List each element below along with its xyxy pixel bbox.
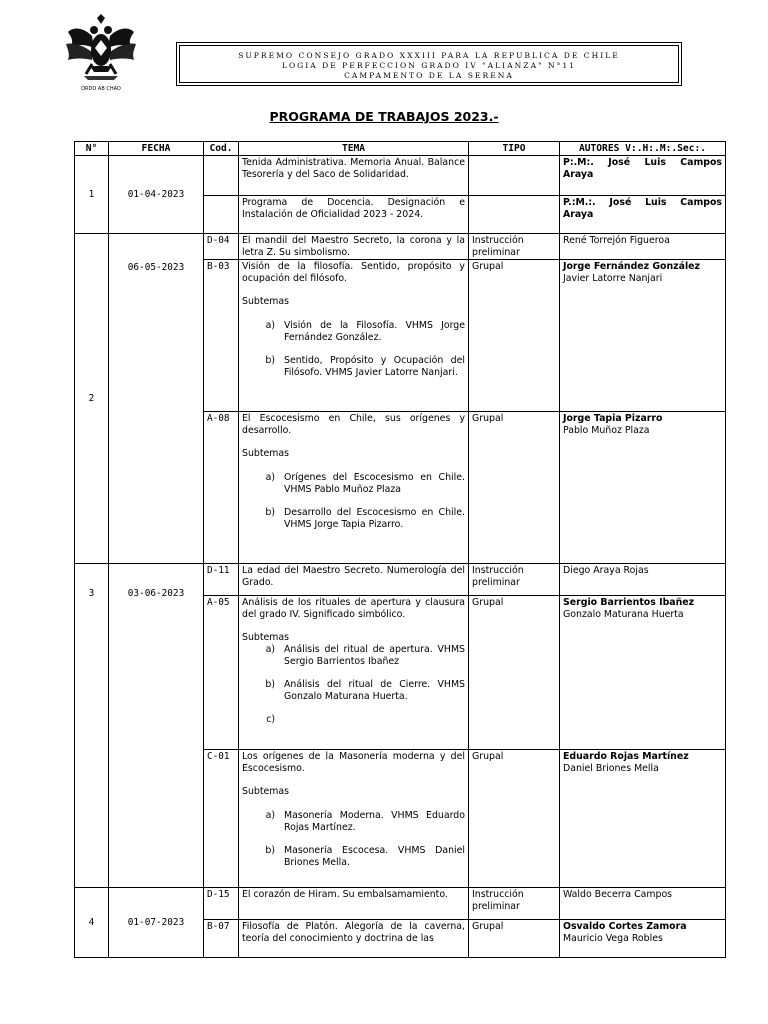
cell-tema xyxy=(239,750,469,888)
autor-main: Jorge Fernández González xyxy=(563,261,700,273)
list-item xyxy=(242,810,465,833)
logo-caption: ORDO AB CHAO xyxy=(81,86,121,92)
cell-autores xyxy=(560,412,726,564)
list-item xyxy=(242,355,465,378)
autor-main: Osvaldo Cortes Zamora xyxy=(563,921,687,933)
list-text: Masonería Moderna. VHMS Eduardo Rojas Martínez. xyxy=(284,809,465,833)
list-text: Visión de la Filosofía. VHMS Jorge Fernández González. xyxy=(284,319,465,343)
cell-autores xyxy=(560,196,726,234)
session-date: 01-07-2023 xyxy=(109,888,204,958)
session-date-text: 03-06-2023 xyxy=(127,588,185,600)
session-number-text: 3 xyxy=(88,588,95,600)
list-item xyxy=(242,507,465,530)
table-header-row xyxy=(75,142,726,156)
autor-second: Daniel Briones Mella xyxy=(563,762,659,774)
cell-cod: D-04 xyxy=(204,234,239,260)
cell-tipo xyxy=(469,196,560,234)
session-date xyxy=(109,234,204,564)
cell-tipo: Grupal xyxy=(469,750,560,888)
autor-second: Javier Latorre Nanjari xyxy=(563,272,663,284)
cell-cod: A-05 xyxy=(204,596,239,750)
cell-tipo: Instrucción preliminar xyxy=(469,234,560,260)
table-row xyxy=(75,156,726,196)
cell-cod: B-07 xyxy=(204,920,239,958)
col-header-cod: Cod. xyxy=(204,142,239,156)
session-number: 2 xyxy=(75,234,109,564)
cell-cod: C-01 xyxy=(204,750,239,888)
col-header-no: N° xyxy=(75,142,109,156)
cell-autores xyxy=(560,156,726,196)
cell-autores: René Torrejón Figueroa xyxy=(560,234,726,260)
cell-cod: D-15 xyxy=(204,888,239,920)
list-marker: a) xyxy=(265,643,275,655)
header-line-3: CAMPAMENTO DE LA SERENA xyxy=(344,71,514,80)
list-text: Sentido, Propósito y Ocupación del Filósofo. VHMS Javier Latorre Nanjari. xyxy=(284,355,465,378)
list-text: Análisis del ritual de apertura. VHMS Sergio Barrientos Ibañez xyxy=(284,643,465,667)
cell-tema xyxy=(239,596,469,750)
list-marker: a) xyxy=(265,471,275,483)
list-item xyxy=(242,320,465,343)
header-box xyxy=(176,42,682,86)
cell-tipo: Grupal xyxy=(469,596,560,750)
autor-main: P.:M.:. José Luis Campos Araya xyxy=(563,197,722,220)
work-program-table xyxy=(74,141,726,958)
list-marker: a) xyxy=(265,809,275,821)
session-date: 01-04-2023 xyxy=(109,156,204,234)
session-number: 4 xyxy=(75,888,109,958)
list-marker: b) xyxy=(265,355,275,367)
cell-autores: Waldo Becerra Campos xyxy=(560,888,726,920)
cell-tema xyxy=(239,260,469,412)
cell-cod: D-11 xyxy=(204,564,239,596)
subtemas-label: Subtemas xyxy=(242,632,290,644)
subtemas-list xyxy=(242,810,465,868)
cell-tipo: Grupal xyxy=(469,260,560,412)
list-text: Desarrollo del Escocesismo en Chile. VHMS Jorge Tapia Pizarro. xyxy=(284,507,465,530)
tema-text: Análisis de los rituales de apertura y clausura del grado IV. Significado simbólico. xyxy=(242,597,465,620)
col-header-tema: TEMA xyxy=(239,142,469,156)
session-number: 1 xyxy=(75,156,109,234)
list-item xyxy=(242,679,465,702)
cell-tipo: Grupal xyxy=(469,920,560,958)
session-number xyxy=(75,564,109,888)
tema-text: Visión de la filosofía. Sentido, propósito y ocupación del filósofo. xyxy=(242,261,465,284)
cell-autores: Diego Araya Rojas xyxy=(560,564,726,596)
header-line-1: SUPREMO CONSEJO GRADO XXXIII PARA LA REPUBLICA DE CHILE xyxy=(238,51,620,60)
cell-tema: Programa de Docencia. Designación e Instalación de Oficialidad 2023 - 2024. xyxy=(239,196,469,234)
cell-autores xyxy=(560,750,726,888)
cell-tipo: Instrucción preliminar xyxy=(469,888,560,920)
list-text: Orígenes del Escocesismo en Chile. VHMS Pablo Muñoz Plaza xyxy=(284,471,465,495)
header-line-2: LOGIA DE PERFECCION GRADO IV "ALIANZA" N°11 xyxy=(281,61,577,70)
autor-second: Gonzalo Maturana Huerta xyxy=(563,608,684,620)
col-header-autores: AUTORES V:.H:.M:.Sec:. xyxy=(560,142,726,156)
document-title xyxy=(0,109,768,124)
cell-tema: El corazón de Hiram. Su embalsamamiento. xyxy=(239,888,469,920)
subtemas-list xyxy=(242,320,465,378)
list-item xyxy=(242,845,465,868)
table-row xyxy=(75,234,726,260)
subtemas-list xyxy=(242,644,465,726)
cell-tema: Tenida Administrativa. Memoria Anual. Balance Tesorería y del Saco de Solidaridad. xyxy=(239,156,469,196)
cell-cod: A-08 xyxy=(204,412,239,564)
cell-tipo: Grupal xyxy=(469,412,560,564)
autor-main: Jorge Tapia Pizarro xyxy=(563,413,663,425)
cell-autores xyxy=(560,920,726,958)
list-item xyxy=(242,472,465,495)
list-marker: b) xyxy=(265,679,275,691)
table-row xyxy=(75,564,726,596)
cell-cod xyxy=(204,156,239,196)
autor-second: Mauricio Vega Robles xyxy=(563,932,663,944)
cell-tema: La edad del Maestro Secreto. Numerología del Grado. xyxy=(239,564,469,596)
list-marker: c) xyxy=(266,714,275,726)
subtemas-label: Subtemas xyxy=(242,448,290,460)
tema-text: Los orígenes de la Masonería moderna y del Escocesismo. xyxy=(242,751,465,774)
list-text: Masonería Escocesa. VHMS Daniel Briones Mella. xyxy=(284,845,465,868)
cell-cod xyxy=(204,196,239,234)
cell-autores xyxy=(560,260,726,412)
subtemas-list xyxy=(242,472,465,530)
header-box-inner xyxy=(179,45,679,83)
tema-text: El Escocesismo en Chile, sus orígenes y desarrollo. xyxy=(242,413,465,436)
document-title-text: PROGRAMA DE TRABAJOS 2023.- xyxy=(269,109,499,124)
autor-main: Eduardo Rojas Martínez xyxy=(563,751,689,763)
subtemas-label: Subtemas xyxy=(242,786,290,798)
cell-tema xyxy=(239,412,469,564)
subtemas-label: Subtemas xyxy=(242,296,290,308)
table-row xyxy=(75,888,726,920)
cell-tema: Filosofía de Platón. Alegoría de la caverna, teoría del conocimiento y doctrina de las xyxy=(239,920,469,958)
autor-main: Sergio Barrientos Ibañez xyxy=(563,597,695,609)
cell-tipo xyxy=(469,156,560,196)
session-date xyxy=(109,564,204,888)
list-marker: b) xyxy=(265,507,275,519)
col-header-fecha: FECHA xyxy=(109,142,204,156)
cell-cod: B-03 xyxy=(204,260,239,412)
list-item xyxy=(242,714,465,726)
list-marker: b) xyxy=(265,845,275,857)
cell-tipo: Instrucción preliminar xyxy=(469,564,560,596)
list-marker: a) xyxy=(265,319,275,331)
list-item xyxy=(242,644,465,667)
session-date-text: 06-05-2023 xyxy=(127,262,185,273)
list-text xyxy=(284,714,465,726)
cell-autores xyxy=(560,596,726,750)
autor-main: P:.M:. José Luis Campos Araya xyxy=(563,157,722,180)
autor-second: Pablo Muñoz Plaza xyxy=(563,424,650,436)
col-header-tipo: TIPO xyxy=(469,142,560,156)
list-text: Análisis del ritual de Cierre. VHMS Gonzalo Maturana Huerta. xyxy=(284,679,465,702)
cell-tema: El mandil del Maestro Secreto, la corona y la letra Z. Su simbolismo. xyxy=(239,234,469,260)
